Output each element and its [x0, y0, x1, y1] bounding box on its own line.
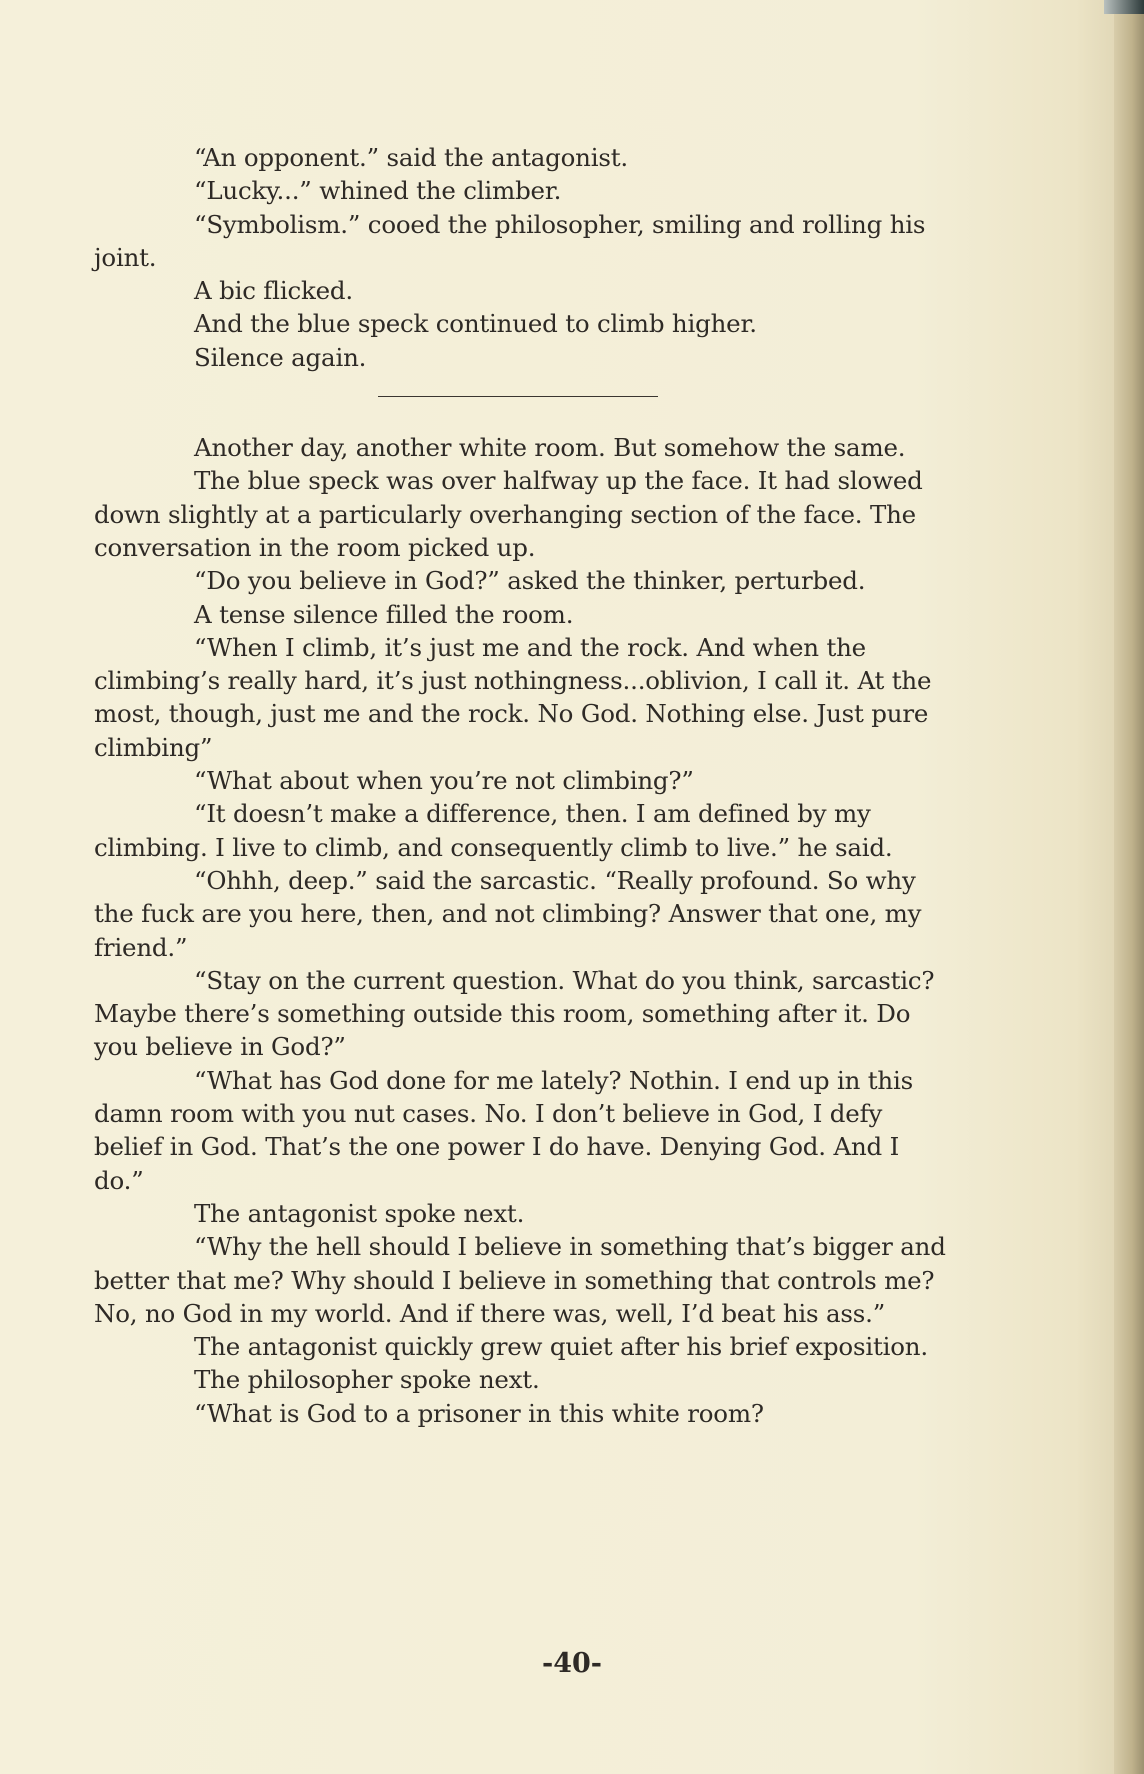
paragraph: Silence again. — [194, 342, 367, 372]
paragraph: “What is God to a prisoner in this white room? — [194, 1398, 764, 1428]
paragraph: And the blue speck continued to climb higher. — [194, 309, 757, 339]
paragraph: “An opponent.” said the antagonist. — [194, 143, 628, 172]
paragraph: The antagonist quickly grew quiet after his brief exposition. — [194, 1332, 928, 1362]
paragraph: “Lucky...” whined the climber. — [194, 176, 562, 206]
body-text — [94, 141, 954, 1430]
section-divider — [378, 396, 658, 397]
page-corner — [1104, 0, 1144, 14]
paragraph: “What about when you’re not climbing?” — [194, 766, 694, 796]
paragraph: “Symbolism.” cooed the philosopher, smiling and rolling his joint. — [94, 209, 926, 272]
paragraph: Another day, another white room. But somehow the same. — [194, 433, 906, 463]
paragraph: A bic flicked. — [194, 276, 353, 306]
paragraph: “It doesn’t make a difference, then. I am defined by my climbing. I live to climb, and consequently climb to live.” he said. — [94, 799, 893, 862]
paragraph: The antagonist spoke next. — [194, 1198, 525, 1228]
page-edge — [1114, 0, 1144, 1774]
paragraph: “What has God done for me lately? Nothin. I end up in this damn room with you nut cases. No. I don’t believe in God, I defy belief in God. That’s the one power I do have. Denying God. And I do.” — [94, 1065, 913, 1195]
paragraph: A tense silence filled the room. — [194, 599, 574, 629]
paragraph: The philosopher spoke next. — [194, 1365, 540, 1395]
paragraph: “Stay on the current question. What do you think, sarcastic? Maybe there’s something outside this room, something after it. Do you believe in God?” — [94, 965, 935, 1062]
section-one — [94, 141, 954, 374]
paragraph: “Do you believe in God?” asked the thinker, perturbed. — [194, 566, 866, 596]
paragraph: “Ohhh, deep.” said the sarcastic. “Really profound. So why the fuck are you here, then, and not climbing? Answer that one, my friend.” — [94, 865, 922, 962]
page-number: -40- — [542, 1648, 602, 1679]
paragraph: The blue speck was over halfway up the face. It had slowed down slightly at a particularly overhanging section of the face. The conversation in the room picked up. — [94, 466, 923, 562]
section-two — [94, 431, 954, 1430]
paragraph: “When I climb, it’s just me and the rock. And when the climbing’s really hard, it’s just nothingness...oblivion, I call it. At the most, though, just me and the rock. No God. Nothing else. Just pure climbing” — [94, 632, 932, 762]
paragraph: “Why the hell should I believe in something that’s bigger and better that me? Why should I believe in something that controls me? No, no God in my world. And if there was, well, I’d beat his ass.” — [94, 1232, 946, 1328]
